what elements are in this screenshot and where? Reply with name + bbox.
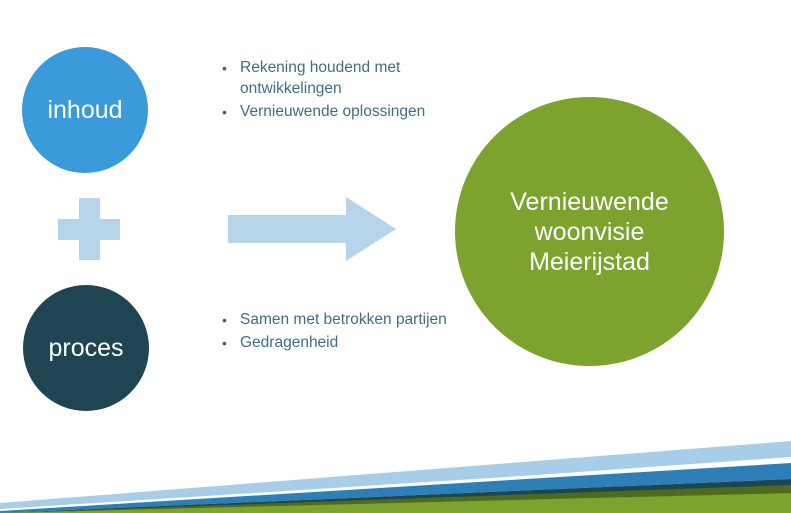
bullet-text: Gedragenheid <box>240 333 339 351</box>
circle-result-line-1: Vernieuwende <box>510 187 669 216</box>
bullet-dot-icon: • <box>222 60 227 76</box>
bullet-list-bottom <box>222 310 452 356</box>
bullet-text: Rekening houdend met ontwikkelingen <box>240 59 401 97</box>
list-item <box>222 102 437 123</box>
circle-result-line-3: Meierijstad <box>529 247 650 276</box>
bullet-text: Samen met betrokken partijen <box>240 311 447 328</box>
circle-inhoud <box>22 47 148 173</box>
list-item <box>222 310 452 331</box>
list-item <box>222 58 437 100</box>
plus-vertical-bar <box>79 198 100 260</box>
bullet-list-top <box>222 58 437 125</box>
list-item <box>222 333 452 354</box>
bullet-dot-icon: • <box>222 334 227 351</box>
bullet-dot-icon: • <box>222 312 227 328</box>
circle-result-line-2: woonvisie <box>534 217 645 246</box>
circle-inhoud-label: inhoud <box>47 96 123 124</box>
circle-proces <box>23 285 149 411</box>
right-arrow-icon <box>228 197 396 261</box>
bullet-dot-icon: • <box>222 103 227 120</box>
decorative-ribbons <box>0 423 791 513</box>
plus-symbol-icon <box>58 198 120 260</box>
circle-result <box>455 97 724 366</box>
circle-proces-label: proces <box>48 334 124 362</box>
bullet-text: Vernieuwende oplossingen <box>240 102 426 120</box>
